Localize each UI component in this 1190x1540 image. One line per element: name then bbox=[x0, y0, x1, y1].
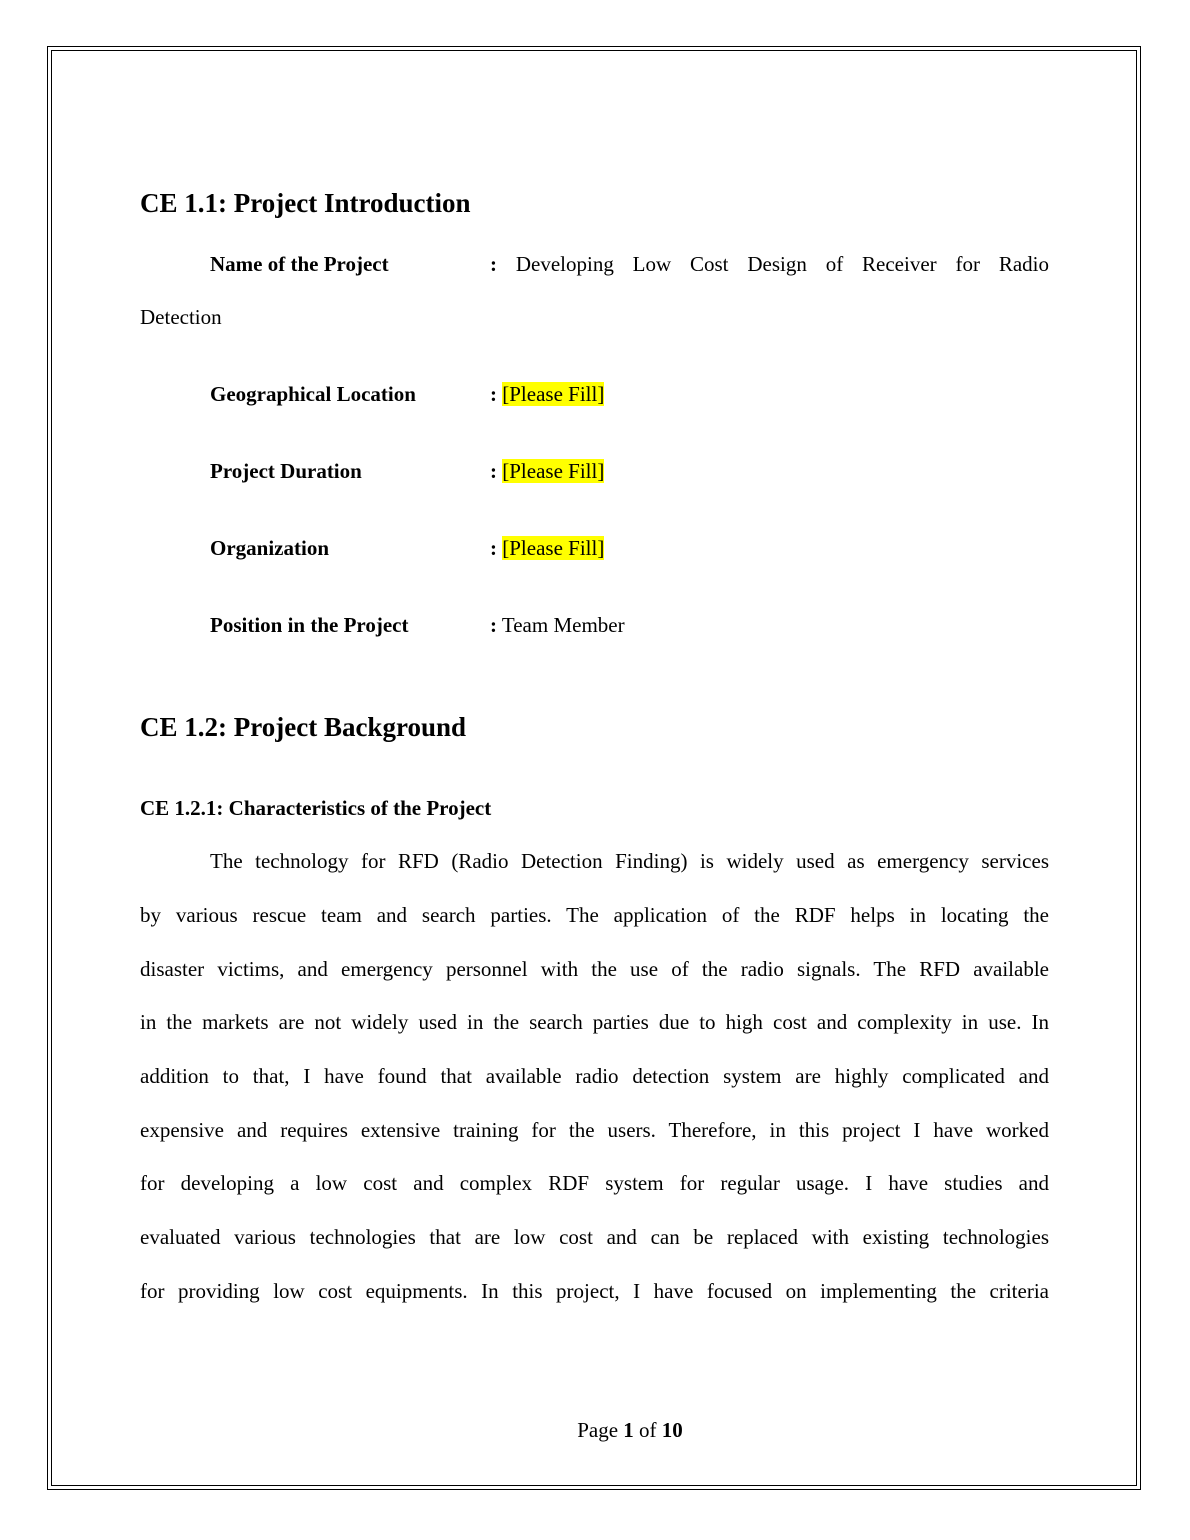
placeholder-location: [Please Fill] bbox=[502, 382, 605, 406]
page-footer bbox=[0, 1420, 1190, 1441]
footer-page-word: Page bbox=[577, 1418, 619, 1442]
paragraph-line: for developing a low cost and complex RDF system for regular usage. I have studies and bbox=[140, 1171, 1049, 1195]
field-colon: : bbox=[490, 459, 497, 483]
paragraph-line: disaster victims, and emergency personnel with the use of the radio signals. The RFD available bbox=[140, 957, 1049, 981]
placeholder-duration: [Please Fill] bbox=[502, 459, 605, 483]
field-label-position: Position in the Project bbox=[210, 613, 409, 637]
field-colon: : bbox=[490, 252, 497, 276]
field-value-project-name bbox=[490, 254, 1049, 275]
section-heading-project-introduction: CE 1.1: Project Introduction bbox=[140, 188, 471, 218]
paragraph-line: evaluated various technologies that are low cost and can be replaced with existing technologies bbox=[140, 1225, 1049, 1249]
field-label-project-name: Name of the Project bbox=[210, 252, 389, 276]
footer-of-word: of bbox=[639, 1418, 657, 1442]
placeholder-organization: [Please Fill] bbox=[502, 536, 605, 560]
project-name-text-line1: Developing Low Cost Design of Receiver for Radio bbox=[515, 252, 1049, 276]
project-name-text-line2: Detection bbox=[140, 305, 222, 329]
paragraph-line: in the markets are not widely used in the search parties due to high cost and complexity in use. In bbox=[140, 1010, 1049, 1034]
footer-total-pages: 10 bbox=[661, 1418, 683, 1442]
field-value-position bbox=[490, 615, 625, 636]
paragraph-line: expensive and requires extensive training for the users. Therefore, in this project I have worked bbox=[140, 1118, 1049, 1142]
footer-current-page: 1 bbox=[623, 1418, 634, 1442]
paragraph-line: addition to that, I have found that available radio detection system are highly complicated and bbox=[140, 1064, 1049, 1088]
field-colon: : bbox=[490, 382, 497, 406]
position-text: Team Member bbox=[501, 613, 625, 637]
field-label-duration: Project Duration bbox=[210, 459, 362, 483]
field-label-location: Geographical Location bbox=[210, 382, 416, 406]
field-value-duration bbox=[490, 461, 604, 482]
field-label-organization: Organization bbox=[210, 536, 329, 560]
section-heading-project-background: CE 1.2: Project Background bbox=[140, 712, 466, 742]
field-value-organization bbox=[490, 538, 604, 559]
subsection-heading-characteristics: CE 1.2.1: Characteristics of the Project bbox=[140, 796, 492, 820]
paragraph-line: by various rescue team and search parties. The application of the RDF helps in locating the bbox=[140, 903, 1049, 927]
paragraph-line: for providing low cost equipments. In this project, I have focused on implementing the criteria bbox=[140, 1279, 1049, 1303]
field-colon: : bbox=[490, 613, 497, 637]
field-colon: : bbox=[490, 536, 497, 560]
paragraph-line: The technology for RFD (Radio Detection Finding) is widely used as emergency services bbox=[210, 849, 1049, 873]
field-value-location bbox=[490, 384, 604, 405]
